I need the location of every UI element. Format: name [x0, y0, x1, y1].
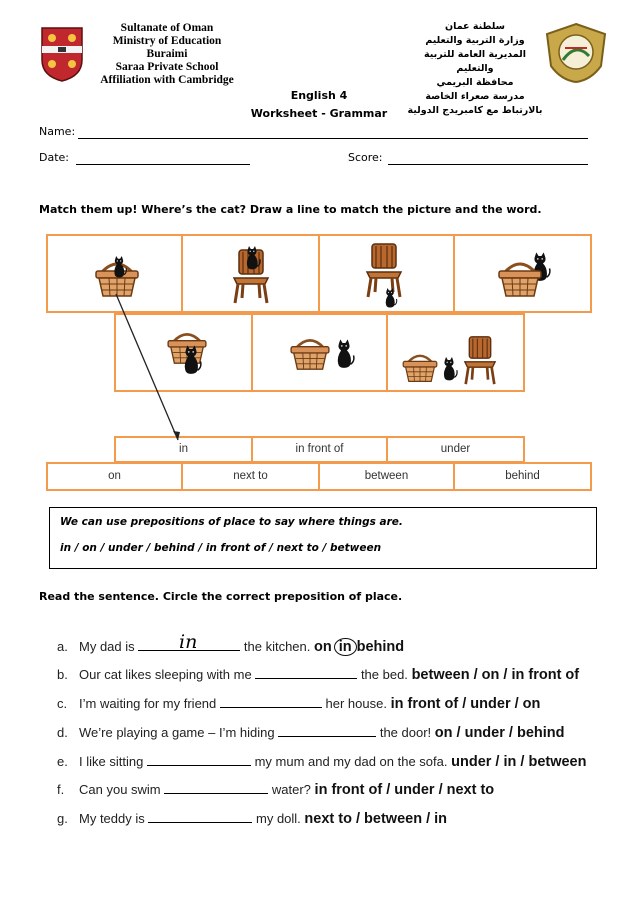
- sentence-text: my doll.: [256, 811, 301, 826]
- option-in-circled[interactable]: in: [334, 638, 357, 656]
- sentence-text: Can you swim: [79, 782, 161, 797]
- sentence-letter: f.: [57, 782, 65, 797]
- name-label: Name:: [39, 125, 76, 138]
- sentence-text: Our cat likes sleeping with me: [79, 667, 252, 682]
- header-line: Buraimi: [146, 48, 188, 60]
- sentence-text: her house.: [325, 696, 387, 711]
- sentence-options[interactable]: next to / between / in: [304, 811, 448, 827]
- worksheet-title: English 4: [290, 89, 348, 102]
- header-line: بالارتباط مع كامبريدج الدولية: [407, 105, 543, 116]
- score-label: Score:: [348, 151, 383, 164]
- sentence-letter: a.: [57, 639, 68, 654]
- header-line: محافظة البريمي: [436, 77, 514, 88]
- word-under[interactable]: under: [386, 436, 525, 463]
- word-in[interactable]: in: [114, 436, 253, 463]
- header-line: Affiliation with Cambridge: [100, 74, 234, 86]
- header-line: سلطنة عمان: [445, 21, 505, 32]
- word-on[interactable]: on: [46, 462, 183, 491]
- sentence-text: We’re playing a game – I’m hiding: [79, 725, 275, 740]
- sentence-d: [57, 724, 564, 741]
- info-box: [49, 507, 597, 569]
- word-between[interactable]: between: [318, 462, 455, 491]
- sentence-text: My dad is: [79, 639, 135, 654]
- sentence-text: my mum and my dad on the sofa.: [254, 754, 448, 769]
- sentence-options[interactable]: in front of / under / on: [390, 696, 541, 712]
- answer-blank[interactable]: [220, 695, 322, 708]
- sentence-text: water?: [271, 782, 311, 797]
- handwritten-answer: in: [179, 631, 198, 653]
- sentence-letter: c.: [57, 696, 68, 711]
- answer-blank[interactable]: [278, 724, 376, 737]
- sentence-text: the kitchen.: [243, 639, 311, 654]
- sentence-b: [57, 666, 579, 683]
- header-line: Ministry of Education: [112, 35, 222, 47]
- header-line: مدرسة صعراء الخاصة: [425, 91, 525, 102]
- match-instruction: Match them up! Where’s the cat? Draw a line to match the picture and the word.: [39, 203, 542, 216]
- sentence-letter: d.: [57, 725, 68, 740]
- header-line: Sultanate of Oman: [120, 22, 214, 34]
- sentence-f: [57, 781, 494, 798]
- worksheet-subtitle: Worksheet - Grammar: [250, 107, 388, 120]
- answer-blank[interactable]: [255, 666, 357, 679]
- header-line: Saraa Private School: [115, 61, 219, 73]
- sentence-letter: g.: [57, 811, 68, 826]
- sentence-options[interactable]: on / under / behind: [434, 725, 565, 741]
- word-next-to[interactable]: next to: [181, 462, 320, 491]
- answer-blank[interactable]: [164, 781, 268, 794]
- word-behind[interactable]: behind: [453, 462, 592, 491]
- sentence-text: My teddy is: [79, 811, 145, 826]
- word-in-front-of[interactable]: in front of: [251, 436, 388, 463]
- answer-blank[interactable]: [147, 753, 251, 766]
- sentence-options[interactable]: under / in / between: [451, 754, 587, 770]
- option-on[interactable]: on: [314, 639, 332, 655]
- sentence-text: the bed.: [360, 667, 408, 682]
- info-line-2: in / on / under / behind / in front of / next to / between: [60, 542, 382, 554]
- sentence-letter: e.: [57, 754, 68, 769]
- header-line: وزارة التربية والتعليم: [425, 35, 525, 46]
- sentence-a: [57, 638, 404, 656]
- sentence-text: I like sitting: [79, 754, 144, 769]
- circle-instruction: Read the sentence. Circle the correct preposition of place.: [39, 590, 403, 603]
- sentence-c: [57, 695, 540, 712]
- sentence-options[interactable]: in front of / under / next to: [314, 782, 495, 798]
- sentence-g: [57, 810, 447, 827]
- answer-blank[interactable]: [148, 810, 252, 823]
- sentence-text: the door!: [379, 725, 432, 740]
- option-behind[interactable]: behind: [356, 639, 405, 655]
- sentence-options[interactable]: between / on / in front of: [411, 667, 580, 683]
- sentence-letter: b.: [57, 667, 68, 682]
- sentence-text: I’m waiting for my friend: [79, 696, 217, 711]
- header-line: المديرية العامة للتربية والتعليم: [424, 49, 526, 74]
- info-line-1: We can use prepositions of place to say where things are.: [60, 516, 403, 528]
- sentence-e: [57, 753, 586, 770]
- date-label: Date:: [39, 151, 69, 164]
